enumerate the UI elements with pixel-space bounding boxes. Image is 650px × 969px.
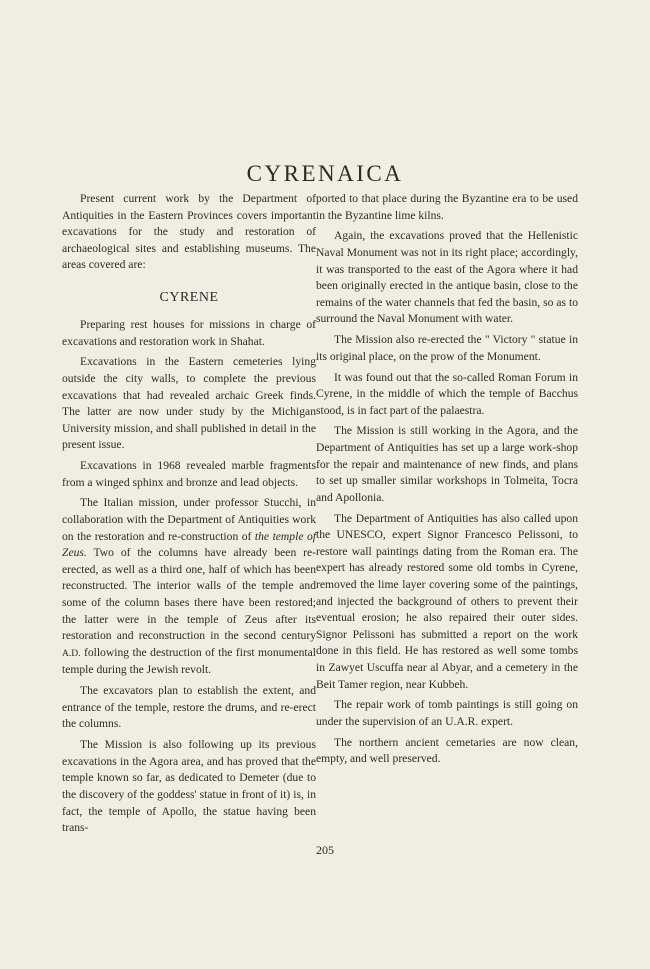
paragraph: The repair work of tomb paintings is still going on under the supervision of an U.A.R. expert.	[316, 698, 578, 728]
text-run: The Italian mission, under professor Stucchi, in collaboration with the Department of Antiquities work on the restoration and re-construction of	[62, 496, 316, 543]
paragraph: The northern ancient cemetaries are now clean, empty, and well preserved.	[316, 735, 578, 766]
temple-name: the temple of Zeus.	[62, 529, 316, 560]
section-heading: CYRENE	[159, 289, 219, 305]
left-column	[62, 191, 316, 841]
page-number: 205	[316, 843, 334, 857]
right-column	[316, 191, 578, 772]
paragraph-italian-mission	[62, 495, 316, 679]
paragraph: The Mission is still working in the Agora, and the Department of Antiquities has set up a large work-shop for the repair and maintenance of new finds, and plans to set up smaller similar workshops in Tolmeita, Tocra and Apollonia.	[316, 424, 578, 504]
paragraph: Again, the excavations proved that the Hellenistic Naval Monument was not in its right place; accordingly, it was transported to the east of the Agora where it had been originally erected in the antique basin, close to the remains of the water channels that fed the basin, so as to surround the Naval Monument with water.	[316, 229, 578, 326]
paragraph: It was found out that the so-called Roman Forum in Cyrene, in the middle of which the temple of Bacchus stood, is in fact part of the palaestra.	[316, 370, 578, 417]
text-run: following the destruction of the first monumental temple during the Jewish revolt.	[62, 645, 316, 677]
paragraph: Preparing rest houses for missions in charge of excavations and restoration work in Shahat.	[62, 317, 316, 348]
paragraph: Excavations in 1968 revealed marble fragments from a winged sphinx and bronze and lead objects.	[62, 459, 316, 489]
continued-paragraph: ported to that place during the Byzantine era to be used in the Byzantine lime kilns.	[316, 192, 578, 222]
paragraph: Excavations in the Eastern cemeteries lying outside the city walls, to complete the previous excavations that had revealed archaic Greek finds. The latter are now under study by the Michigan University mission, and shall published in detail in the present issue.	[62, 355, 316, 452]
paragraph: The Department of Antiquities has also called upon the UNESCO, expert Signor Francesco Pelissoni, to restore wall paintings dating from the Roman era. The expert has already restored some old tombs in Cyrene, removed the lime layer covering some of the paintings, and injected the background of others to prevent their eventual erosion; he also repaired their outer sides. Signor Pelissoni has submitted a report on the work done in this field. He has restored as well some tombs in Zawyet Uscuffa near al Abyar, and a cemetery in the Beit Tamer region, near Kubbeh.	[316, 511, 578, 691]
text-run: Two of the columns have already been re-erected, as well as a third one, half of which has been reconstructed. The interior walls of the temple and some of the column bases there have been restored; the latter were in the temple of Zeus after its restoration and reconstruction in the second century	[62, 546, 316, 643]
intro-paragraph: Present current work by the Department of Antiquities in the Eastern Provinces covers important excavations for the study and restoration of archaeological sites and establishing museums. The areas covered are:	[62, 192, 316, 272]
era-abbreviation: A.D.	[62, 648, 81, 659]
paragraph: The Mission also re-erected the " Victory " statue in its original place, on the prow of the Monument.	[316, 333, 578, 363]
page-title: CYRENAICA	[246, 161, 404, 187]
paragraph: The excavators plan to establish the extent, and entrance of the temple, restore the drums, and re-erect the columns.	[62, 684, 316, 731]
paragraph: The Mission is also following up its previous excavations in the Agora area, and has proved that the temple known so far, as dedicated to Demeter (due to the discovery of the goddess' statue in front of it) is, in fact, the temple of Apollo, the statue having been trans-	[62, 738, 316, 835]
